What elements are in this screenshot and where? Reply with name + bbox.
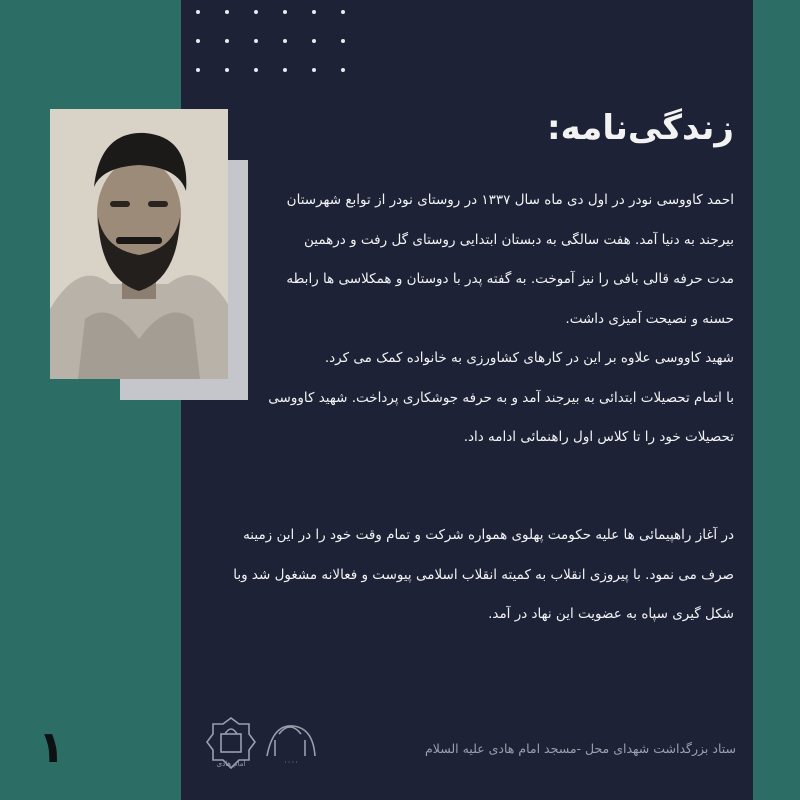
decorative-dot-grid (196, 10, 356, 80)
bio-paragraph-1 (234, 181, 734, 458)
bio-line: شکل گیری سپاه به عضویت این نهاد در آمد. (488, 606, 734, 622)
page-title: زندگی‌نامه: (547, 108, 734, 148)
logo-right-text: ۰۰۰۰ (283, 758, 299, 766)
logo-left-text: امام هادی (216, 760, 246, 768)
bio-line: مدت حرفه قالی بافی را نیز آموخت. به گفته پدر با دوستان و همکلاسی ها رابطه (286, 271, 734, 287)
bio-line: با اتمام تحصیلات ابتدائی به بیرجند آمد و به حرفه جوشکاری پرداخت. شهید کاووسی (268, 389, 734, 406)
portrait-photo (50, 109, 228, 379)
footer-caption: ستاد بزرگداشت شهدای محل -مسجد امام هادی علیه السلام (425, 741, 736, 756)
mosque-logo-icon (205, 712, 335, 778)
portrait-illustration (50, 109, 228, 379)
bio-line: حسنه و نصیحت آمیزی داشت. (565, 310, 734, 327)
page-number: ۱ (38, 722, 65, 773)
footer-logos (205, 712, 335, 778)
bio-line: در آغاز راهپیمائی ها علیه حکومت پهلوی همواره شرکت و تمام وقت خود را در این زمینه (243, 527, 734, 543)
bio-line: تحصیلات خود را تا کلاس اول راهنمائی ادامه داد. (463, 429, 734, 445)
bio-paragraph-2 (234, 516, 734, 635)
bio-line: بیرجند به دنیا آمد. هفت سالگی به دبستان ابتدایی روستای گل رفت و درهمین (304, 231, 734, 248)
bio-line: شهید کاووسی علاوه بر این در کارهای کشاورزی به خانواده کمک می کرد. (324, 350, 734, 366)
bio-line: صرف می نمود. با پیروزی انقلاب به کمیته انقلاب اسلامی پیوست و فعالانه مشغول شد وبا (233, 566, 734, 583)
bio-line: احمد کاووسی نودر در اول دی ماه سال ۱۳۳۷ در روستای نودر از توابع شهرستان (286, 192, 734, 208)
